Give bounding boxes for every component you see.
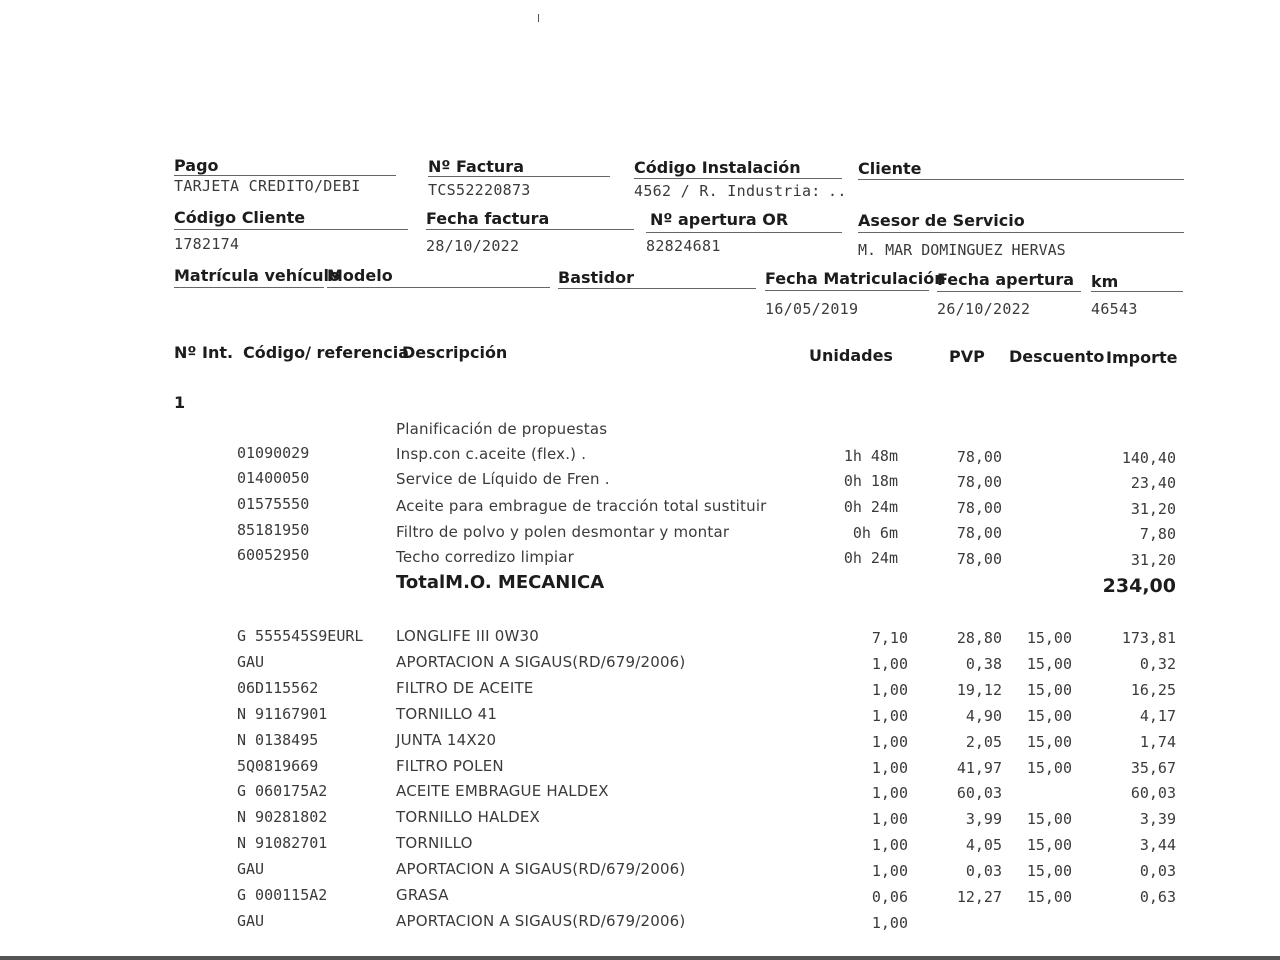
fecha-factura-value: 28/10/2022 [426,237,520,255]
fecha-apertura-value: 26/10/2022 [937,300,1031,318]
instalacion-extra: .. [828,182,847,200]
row-pvp: 0,03 [965,862,1002,880]
row-code: N 90281802 [237,808,328,826]
row-units: 1,00 [871,784,908,802]
modelo-label: Modelo [327,266,393,285]
asesor-value: M. MAR DOMINGUEZ HERVAS [858,241,1066,259]
row-code: GAU [237,653,265,671]
row-importe: 173,81 [1121,629,1176,647]
pago-value: TARJETA CREDITO/DEBI [174,177,361,195]
bastidor-label: Bastidor [558,268,634,287]
row-discount: 15,00 [1026,655,1072,673]
row-importe: 0,03 [1139,862,1176,880]
row-discount: 15,00 [1026,707,1072,725]
row-units: 0h 18m [843,472,898,490]
row-importe: 35,67 [1130,759,1176,777]
row-importe: 1,74 [1139,733,1176,751]
row-code: G 060175A2 [237,782,328,800]
row-pvp: 19,12 [956,681,1002,699]
fecha-matriculacion-value: 16/05/2019 [765,300,859,318]
row-code: 01400050 [237,469,310,487]
row-discount: 15,00 [1026,810,1072,828]
row-pvp: 78,00 [956,473,1002,491]
row-description: ACEITE EMBRAGUE HALDEX [396,782,609,800]
row-pvp: 78,00 [956,550,1002,568]
row-description: Insp.con c.aceite (flex.) . [396,445,587,463]
row-importe: 16,25 [1130,681,1176,699]
row-description: FILTRO DE ACEITE [396,679,534,697]
row-pvp: 0,38 [965,655,1002,673]
row-discount: 15,00 [1026,629,1072,647]
divider [426,229,634,230]
row-discount: 15,00 [1026,888,1072,906]
row-code: G 000115A2 [237,886,328,904]
row-description: JUNTA 14X20 [396,731,497,749]
fecha-factura-label: Fecha factura [426,209,550,228]
row-description: TORNILLO 41 [396,705,498,723]
row-discount: 15,00 [1026,862,1072,880]
row-pvp: 78,00 [956,524,1002,542]
row-code: G 555545S9EURL [237,627,364,645]
labour-total-value: 234,00 [1102,575,1176,597]
row-code: GAU [237,860,265,878]
row-code: 5Q0819669 [237,757,319,775]
row-description: TORNILLO HALDEX [396,808,540,826]
divider [634,178,842,179]
row-description: GRASA [396,886,449,904]
col-codigo: Código/ referencia [243,343,409,362]
row-description: Aceite para embrague de tracción total sustituir [396,497,767,515]
row-units: 1,00 [871,862,908,880]
divider [428,176,610,177]
row-code: 85181950 [237,521,310,539]
cliente-label: Cliente [858,159,922,178]
divider [327,287,550,288]
row-units: 1,00 [871,655,908,673]
row-pvp: 3,99 [965,810,1002,828]
row-code: 60052950 [237,546,310,564]
row-discount: 15,00 [1026,836,1072,854]
divider [174,287,324,288]
row-description: TORNILLO [396,834,473,852]
row-units: 1,00 [871,836,908,854]
labour-total-label: TotalM.O. MECANICA [396,572,605,593]
row-units: 1,00 [871,681,908,699]
km-label: km [1091,272,1119,291]
row-pvp: 41,97 [956,759,1002,777]
row-code: 01090029 [237,444,310,462]
divider [174,175,396,176]
col-descuento: Descuento [1009,347,1105,366]
fecha-apertura-label: Fecha apertura [937,270,1075,289]
factura-value: TCS52220873 [428,181,531,199]
divider [858,179,1184,180]
row-description: LONGLIFE III 0W30 [396,627,540,645]
row-units: 1h 48m [843,447,898,465]
row-pvp: 28,80 [956,629,1002,647]
row-pvp: 78,00 [956,448,1002,466]
col-pvp: PVP [949,347,985,366]
row-pvp: 4,05 [965,836,1002,854]
row-units: 0h 6m [852,524,898,542]
apertura-or-value: 82824681 [646,237,721,255]
row-units: 0h 24m [843,498,898,516]
row-description: APORTACION A SIGAUS(RD/679/2006) [396,653,686,671]
scan-mark [538,14,539,22]
row-code: 01575550 [237,495,310,513]
row-discount: 15,00 [1026,759,1072,777]
row-description: Filtro de polvo y polen desmontar y montar [396,523,730,541]
row-discount: 15,00 [1026,733,1072,751]
row-units: 1,00 [871,914,908,932]
divider [174,229,408,230]
row-pvp: 78,00 [956,499,1002,517]
row-description: Service de Líquido de Fren . [396,470,610,488]
row-units: 1,00 [871,733,908,751]
row-importe: 3,44 [1139,836,1176,854]
row-code: N 0138495 [237,731,319,749]
km-value: 46543 [1091,300,1138,318]
row-units: 7,10 [871,629,908,647]
row-pvp: 4,90 [965,707,1002,725]
row-importe: 31,20 [1130,500,1176,518]
row-importe: 3,39 [1139,810,1176,828]
row-units: 1,00 [871,707,908,725]
labour-heading: Planificación de propuestas [396,420,608,438]
row-importe: 23,40 [1130,474,1176,492]
row-importe: 7,80 [1139,525,1176,543]
row-discount: 15,00 [1026,681,1072,699]
divider [937,291,1081,292]
col-num-int: Nº Int. [174,343,234,362]
instalacion-label: Código Instalación [634,158,801,177]
codigo-cliente-label: Código Cliente [174,208,306,227]
page-edge [0,956,1280,960]
col-descripcion: Descripción [402,343,508,362]
row-code: 06D115562 [237,679,319,697]
row-units: 0,06 [871,888,908,906]
row-importe: 140,40 [1121,449,1176,467]
col-unidades: Unidades [809,346,893,365]
row-description: Techo corredizo limpiar [396,548,575,566]
row-pvp: 2,05 [965,733,1002,751]
row-importe: 4,17 [1139,707,1176,725]
codigo-cliente-value: 1782174 [174,235,240,253]
row-description: FILTRO POLEN [396,757,504,775]
row-units: 0h 24m [843,549,898,567]
row-description: APORTACION A SIGAUS(RD/679/2006) [396,912,686,930]
row-code: N 91167901 [237,705,328,723]
matricula-label: Matrícula vehículo [174,266,340,285]
row-code: GAU [237,912,265,930]
row-importe: 31,20 [1130,551,1176,569]
divider [858,232,1184,233]
row-pvp: 60,03 [956,784,1002,802]
divider [646,232,842,233]
row-units: 1,00 [871,810,908,828]
divider [558,288,756,289]
row-importe: 0,32 [1139,655,1176,673]
apertura-or-label: Nº apertura OR [650,210,789,229]
group-number: 1 [174,393,186,412]
row-importe: 60,03 [1130,784,1176,802]
divider [1091,291,1183,292]
factura-label: Nº Factura [428,157,524,176]
row-description: APORTACION A SIGAUS(RD/679/2006) [396,860,686,878]
row-pvp: 12,27 [956,888,1002,906]
instalacion-value: 4562 / R. Industria: [634,182,821,200]
pago-label: Pago [174,156,219,175]
fecha-matriculacion-label: Fecha Matriculación [765,269,946,288]
row-importe: 0,63 [1139,888,1176,906]
divider [765,290,929,291]
row-code: N 91082701 [237,834,328,852]
asesor-label: Asesor de Servicio [858,211,1025,230]
col-importe: Importe [1106,348,1178,367]
row-units: 1,00 [871,759,908,777]
